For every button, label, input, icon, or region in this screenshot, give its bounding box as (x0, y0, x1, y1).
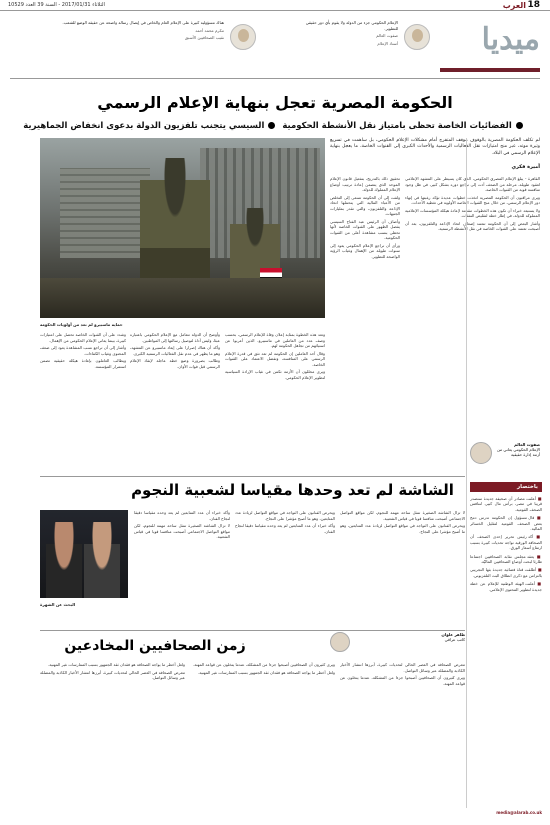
brief-item: ■ يعقد مجلس نقابة الصحافيين اجتماعا طارئا لبحث أوضاع الصحافيين الماليّة. (470, 554, 542, 565)
divider (466, 138, 467, 808)
paragraph: ويحرص الفنانون على التواجد في مواقع التواصل لزيادة عدد المتابعين، وهو ما أصبح مؤشرا على النجاح. (340, 523, 465, 534)
sidebar-profile-text (494, 442, 540, 457)
footer-email[interactable]: media@alarab.co.uk (496, 810, 542, 815)
article3-column (190, 662, 335, 807)
paragraph: ويحرص الفنانون على التواجد في مواقع التواصل لزيادة عدد المتابعين، وهو ما أصبح مؤشرا على النجاح. (235, 510, 335, 521)
article2-photo (40, 510, 128, 598)
paragraph: ويرى كثيرون أن الصحافيين أصبحوا جزءا من المشكلة، عندما يتخلون عن قواعد المهنة. (193, 662, 335, 667)
paragraph: ويطالب العاملون بإعادة هيكلة حقيقية تضمن استمرار المؤسسة. (40, 358, 126, 369)
article3-column (40, 662, 185, 807)
divider (40, 630, 465, 631)
paragraph: القاهرة - يبلغ الإعلام المصري الحكومي، الذي كان يسيطر على المشهد الإعلامي لعقود طويلة، مرحلة من الضعف أدت إلى تراجع دوره بشكل كبير، في ظل وجود منافسة قوية من القنوات الخاصة. (405, 176, 540, 192)
top-strip (0, 0, 550, 11)
photo-building (60, 168, 150, 258)
photo-person (84, 522, 120, 598)
teaser-right (300, 14, 430, 72)
paragraph: وأكد خبراء أن عدد المتابعين لم يعد وحده مقياسا دقيقا لنجاح الفنان. (134, 510, 230, 521)
article3-headline: زمن الصحافيين المخادعين (64, 638, 246, 654)
teaser-quote: الإعلام الحكومي جزء من الدولة ولا يقوم بأي دور حقيقي للتطوير. (305, 20, 398, 31)
avatar (404, 24, 430, 50)
avatar (470, 442, 492, 464)
paragraph: وأشار إلى أن تراجع نسب المشاهدة يعود إلى ضعف المحتوى وغياب الكفاءات. (40, 345, 126, 356)
main-headline: الحكومة المصرية تعجل بنهاية الإعلام الرسمي (97, 93, 453, 112)
sidebar-profile (470, 440, 540, 478)
profile-quote: الإعلام الحكومي يعاني من أزمة إدارة حقيقية (496, 447, 540, 457)
paragraph: وأوضح أن الدولة تتعامل مع الإعلام الحكومي باعتباره عبئا، وليس أداة لتوصيل رسالتها إلى المواطنين. (130, 332, 220, 343)
main-photo-caption: حماية ماسبيرو لم تعد من أولويات الحكومة (40, 322, 123, 327)
divider (10, 78, 540, 79)
section-title-text: ميديا (481, 22, 540, 57)
article3-author: طاهر علوان (441, 632, 465, 637)
article-column-2 (330, 176, 400, 436)
section-title (440, 20, 540, 72)
page-number: 18 (527, 0, 540, 10)
brief-item: ■ أعلنت مصادر أن صحيفة جديدة ستصدر قريبا في مصر، برأس مال كبير، لتنافس الصحف القومية. (470, 496, 542, 512)
teaser-byline: مكرم محمد أحمد (195, 27, 224, 33)
paragraph: وأشار البعض إلى أن الحكومة تتعمد إضعاف اتحاد الإذاعة والتلفزيون، بعد أن أصبحت تعتمد على القنوات الخاصة في نقل الأنشطة الرسمية. (405, 220, 540, 231)
paragraph: تحقيق ذلك بالتدريج، بتفعيل قانون الإعلام الموحد الذي يتضمن إعادة ترتيب أوضاع الإعلام المملوك للدولة. (330, 176, 400, 192)
paragraph: تتعرض الصحافة في العصر الحالي لتحديات كبيرة، أبرزها انتشار الأخبار الكاذبة والمضللة عبر وسائل التواصل. (40, 669, 185, 680)
paragraph: وشدد على أن القنوات الخاصة تحصل على امتيازات كبيرة، بينما يعاني الإعلام الحكومي من الإهمال. (40, 332, 126, 343)
divider (40, 476, 465, 477)
subhead-2: السيسي يتجنب تلفزيون الدولة بدعوى انخفاض الجماهيرية (23, 121, 265, 131)
main-subheads (10, 118, 540, 134)
avatar (330, 632, 350, 652)
paragraph: وأكد أن هناك إصرارا على إبعاد ماسبيرو عن المشهد، وهو ما يظهر في عدم نقل الفعاليات الرسمية الكبرى. (130, 345, 220, 356)
article2-column (235, 510, 335, 628)
article-column-1 (405, 176, 540, 436)
brief-item: ■ قال مسؤول إن الحكومة تدرس دمج بعض الصحف القومية لتقليل الخسائر المالية. (470, 515, 542, 531)
article-column-4 (130, 332, 220, 472)
brand-name: العرب (502, 1, 526, 10)
photo-vehicle (40, 278, 325, 318)
article2-photo-caption: البحث عن الشهرة (40, 602, 76, 607)
bullet (516, 122, 523, 129)
brief-title: باختصار (470, 482, 542, 492)
brief-item: ■ أكد رئيس تحرير إحدى الصحف أن الصحافة الورقية تواجه تحديات كبيرة بسبب ارتفاع أسعار الورق. (470, 534, 542, 550)
article3-author-box (330, 632, 465, 658)
bullet (268, 122, 275, 129)
brief-item: ■ أعلنت الهيئة الوطنية للإعلام عن خطة جديدة لتطوير المحتوى الإعلامي. (470, 581, 542, 592)
teaser-role: نقيب الصحافيين الأسبق (184, 35, 224, 41)
profile-name: صفوت العالم (514, 442, 540, 447)
paragraph: ويرى كثيرون أن الصحافيين أصبحوا جزءا من المشكلة، عندما يتخلون عن قواعد المهنة. (340, 675, 465, 686)
lead-paragraph: لم تكلف الحكومة المصرية بالوقوف موقف المتفرج أمام مشكلات الإعلام الحكومي، بل ساهمت في تسريع وتيرة موته، عبر منح امتيازات نقل الفعاليات الرسمية والأحداث الكبرى إلى القنوات الخاصة، ما يعجل بنهاية الإعلام الرسمي في البلاد. (330, 138, 540, 156)
teaser-text (8, 20, 224, 41)
article2-headline: الشاشة لم تعد وحدها مقياسا لشعبية النجوم (131, 481, 454, 499)
paragraph: لا تزال الشاشة الصغيرة تمثل ساحة مهمة للنجوم، لكن مواقع التواصل الاجتماعي أصبحت منافسا قويا في قياس الشعبية. (134, 523, 230, 539)
article-column-5 (40, 332, 126, 472)
article3-column (340, 662, 465, 807)
subhead-1: الفضائيات الخاصة تحظى بامتياز نقل الأنشطة الحكومية (282, 121, 512, 131)
paragraph: وتعد هذه الخطوة بمثابة إعلان وفاة للإعلام الرسمي، بحسب وصف عدد من العاملين في ماسبيرو، الذين أعربوا عن استيائهم من تجاهل الحكومة لهم. (225, 332, 325, 348)
teaser-role: أستاذ الإعلام (377, 40, 398, 46)
paragraph: وطالب بضرورة وضع خطة عاجلة لإنقاذ الإعلام الرسمي قبل فوات الأوان. (130, 358, 220, 369)
paragraph: وقال أحد العاملين إن الحكومة لم تعد تثق في قدرة الإعلام الرسمي على المنافسة، وتفضل الاعتماد على القنوات الخاصة. (225, 350, 325, 367)
article2-column (134, 510, 230, 628)
paragraph: ويرى محللون أن الأزمة تكمن في غياب الإرادة السياسية لتطوير الإعلام الحكومي. (225, 369, 325, 380)
article3-author-role: كاتب عراقي (444, 637, 465, 642)
avatar (230, 24, 256, 50)
teaser-text (300, 20, 398, 46)
paragraph: ورأى أن تراجع الإعلام الحكومي يعود إلى سنوات طويلة من الإهمال وغياب الرؤية الواضحة للتطوير. (330, 242, 400, 259)
photo-person (46, 522, 82, 598)
paragraph: ولعل أخطر ما يواجه الصحافة هو فقدان ثقة الجمهور بسبب الممارسات غير المهنية. (197, 669, 335, 675)
paragraph: ولفت إلى أن الحكومة تسعى إلى التخلص من الأعباء المالية التي يتحملها اتحاد الإذاعة والتلفزيون، والتي تقدر بمليارات الجنيهات. (330, 194, 400, 216)
paragraph: ويرى مراقبون أن الحكومة المصرية اتخذت خطوات عديدة تؤكد رغبتها في إنهاء دور الإعلام الرسمي، من خلال منح القنوات الخاصة الأولوية في تغطية الأحداث. (405, 194, 540, 205)
paragraph: لا تزال الشاشة الصغيرة تمثل ساحة مهمة للنجوم، لكن مواقع التواصل الاجتماعي أصبحت منافسا قويا في قياس الشعبية. (340, 510, 465, 521)
article-author: أميرة فكري (511, 164, 540, 170)
paragraph: تتعرض الصحافة في العصر الحالي لتحديات كبيرة، أبرزها انتشار الأخبار الكاذبة والمضللة عبر وسائل التواصل. (340, 662, 465, 673)
paragraph: ولا يستبعد خبراء أن تكون هذه الخطوات مقدمة لإعادة هيكلة المؤسسات الإعلامية المملوكة للدولة، في إطار خطة لتقليص النفقات. (405, 207, 540, 218)
paragraph: وأكد خبراء أن عدد المتابعين لم يعد وحده مقياسا دقيقا لنجاح الفنان. (235, 523, 335, 534)
teaser-byline: صفوت العالم (376, 33, 398, 39)
paragraph: ولعل أخطر ما يواجه الصحافة هو فقدان ثقة الجمهور بسبب الممارسات غير المهنية. (47, 662, 185, 667)
teaser-quote: هناك مسؤولية كبيرة على الإعلام العام والخاص في إيصال رسالة واضحة عن حقيقة الوضع للشعب. (62, 20, 224, 25)
section-bar (440, 68, 540, 72)
brief-list (470, 496, 542, 806)
teaser-left (8, 14, 258, 72)
article2-column (340, 510, 465, 628)
main-photo (40, 138, 325, 318)
article-column-3 (225, 332, 325, 472)
paragraph: وأضاف أن الرئيس عبد الفتاح السيسي يفضل الظهور على القنوات الخاصة لأنها تحظى بنسب مشاهدة أعلى من القنوات الحكومية. (330, 218, 400, 240)
issue-info: الثلاثاء 2017/01/31 - السنة 39 العدد 10529 (8, 2, 105, 8)
brief-item: ■ أطلقت قناة فضائية جديدة بثها التجريبي بالتزامن مع ذكرى انطلاق البث التلفزيوني. (470, 567, 542, 578)
